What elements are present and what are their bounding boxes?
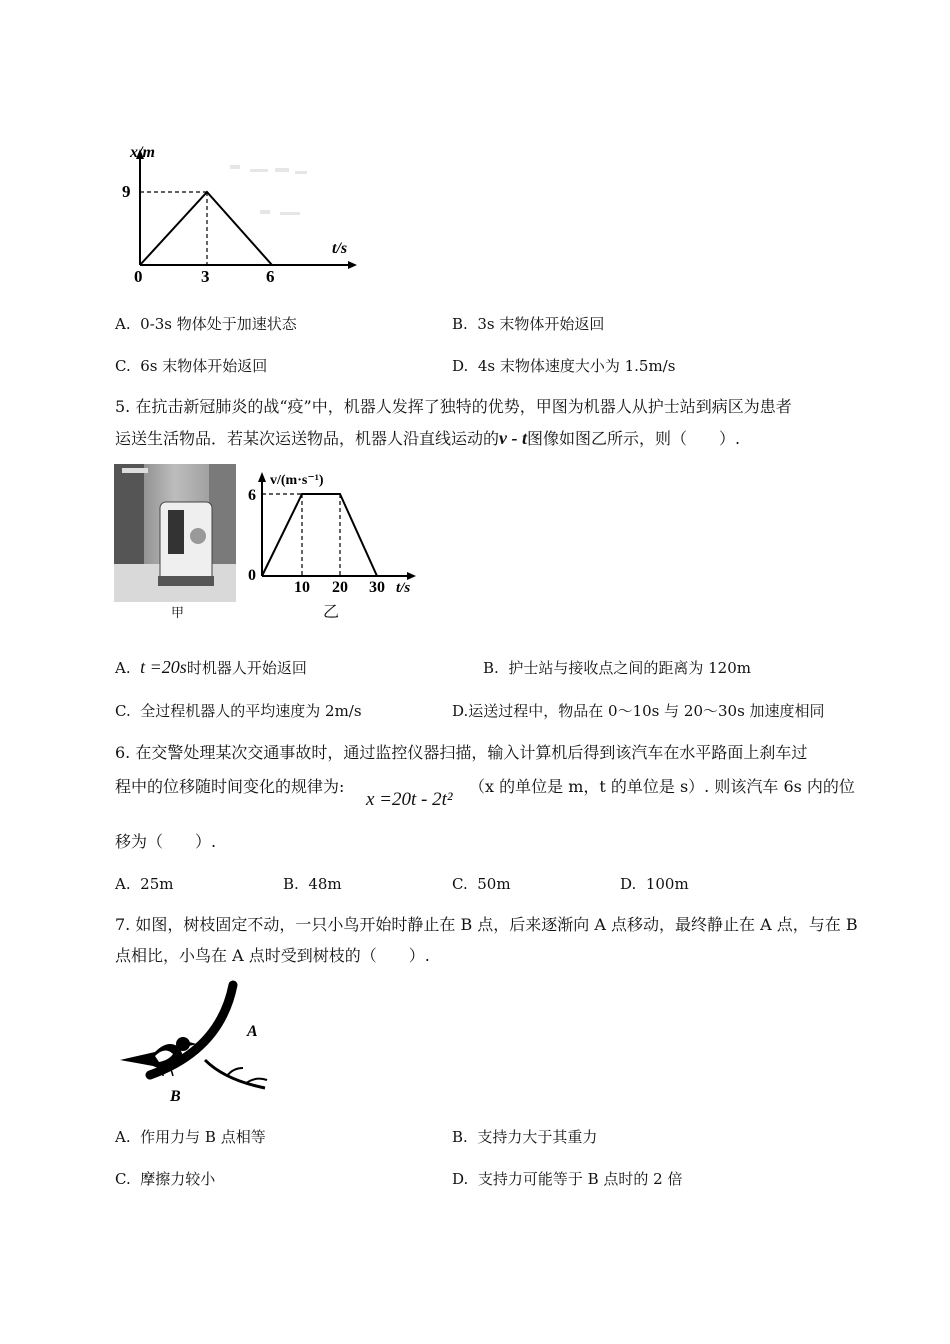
point-a-label: A bbox=[247, 1023, 258, 1040]
q6-option-c: C. 50m bbox=[452, 875, 511, 893]
graph-caption: 乙 bbox=[323, 602, 340, 621]
v-t-graph bbox=[240, 464, 425, 604]
q6-option-b: B. 48m bbox=[283, 875, 342, 893]
q6-line-1: 6. 在交警处理某次交通事故时，通过监控仪器扫描，输入计算机后得到该汽车在水平路面上刹车过 bbox=[115, 743, 808, 762]
x-tick-label: 30 bbox=[369, 579, 385, 596]
q6-option-a: A. 25m bbox=[115, 875, 174, 893]
q5-option-d: D.运送过程中，物品在 0～10s 与 20～30s 加速度相同 bbox=[452, 702, 825, 720]
q6-line-2-before: 程中的位移随时间变化的规律为: bbox=[115, 777, 345, 796]
q5-line-1: 5. 在抗击新冠肺炎的战“疫”中，机器人发挥了独特的优势，甲图为机器人从护士站到病区为患者 bbox=[115, 397, 792, 416]
y-axis-label: v/(m·s⁻¹) bbox=[270, 473, 324, 488]
x-tick-label: 0 bbox=[134, 267, 143, 285]
x-tick-label: 20 bbox=[332, 579, 348, 596]
x-axis-label: t/s bbox=[332, 240, 348, 257]
q7-option-a: A. 作用力与 B 点相等 bbox=[115, 1128, 266, 1146]
q4-option-a: A. 0-3s 物体处于加速状态 bbox=[115, 315, 297, 333]
photo-caption: 甲 bbox=[171, 606, 185, 621]
q4-option-c: C. 6s 末物体开始返回 bbox=[115, 357, 268, 375]
q7-option-c: C. 摩擦力较小 bbox=[115, 1170, 216, 1188]
q7-option-b: B. 支持力大于其重力 bbox=[452, 1128, 598, 1146]
q7-line-1: 7. 如图，树枝固定不动，一只小鸟开始时静止在 B 点，后来逐渐向 A 点移动，最终静止在 A 点，与在 B bbox=[115, 915, 858, 934]
q7-option-d: D. 支持力可能等于 B 点时的 2 倍 bbox=[452, 1170, 683, 1188]
y-tick-label: 9 bbox=[122, 182, 131, 201]
q6-option-d: D. 100m bbox=[620, 875, 689, 893]
robot-photo bbox=[114, 464, 236, 602]
q6-formula: x =20t - 2t² bbox=[366, 789, 453, 810]
x-axis-label: t/s bbox=[396, 580, 411, 596]
q7-line-2: 点相比，小鸟在 A 点时受到树枝的（ ）. bbox=[115, 946, 430, 965]
q5-option-c: C. 全过程机器人的平均速度为 2m/s bbox=[115, 702, 362, 720]
point-b-label: B bbox=[170, 1088, 181, 1105]
q5-line-2: 运送生活物品．若某次运送物品，机器人沿直线运动的v - t图像如图乙所示，则（ ）. bbox=[115, 428, 741, 448]
q5-option-b: B. 护士站与接收点之间的距离为 120m bbox=[483, 659, 751, 677]
q5-option-a: A. t =20s时机器人开始返回 bbox=[115, 657, 307, 677]
y-axis-label: x/m bbox=[130, 144, 155, 161]
q6-line-2-after: （x 的单位是 m，t 的单位是 s）. 则该汽车 6s 内的位 bbox=[469, 777, 855, 796]
x-tick-label: 3 bbox=[201, 267, 210, 285]
q6-line-3: 移为（ ）. bbox=[115, 832, 217, 851]
q4-option-b: B. 3s 末物体开始返回 bbox=[452, 315, 605, 333]
x-t-graph bbox=[110, 135, 370, 285]
x-tick-label: 10 bbox=[294, 579, 310, 596]
bird-branch-figure bbox=[115, 980, 280, 1105]
x-tick-label: 0 bbox=[248, 567, 256, 584]
q4-option-d: D. 4s 末物体速度大小为 1.5m/s bbox=[452, 357, 676, 375]
x-tick-label: 6 bbox=[266, 267, 275, 285]
y-tick-label: 6 bbox=[248, 487, 256, 504]
